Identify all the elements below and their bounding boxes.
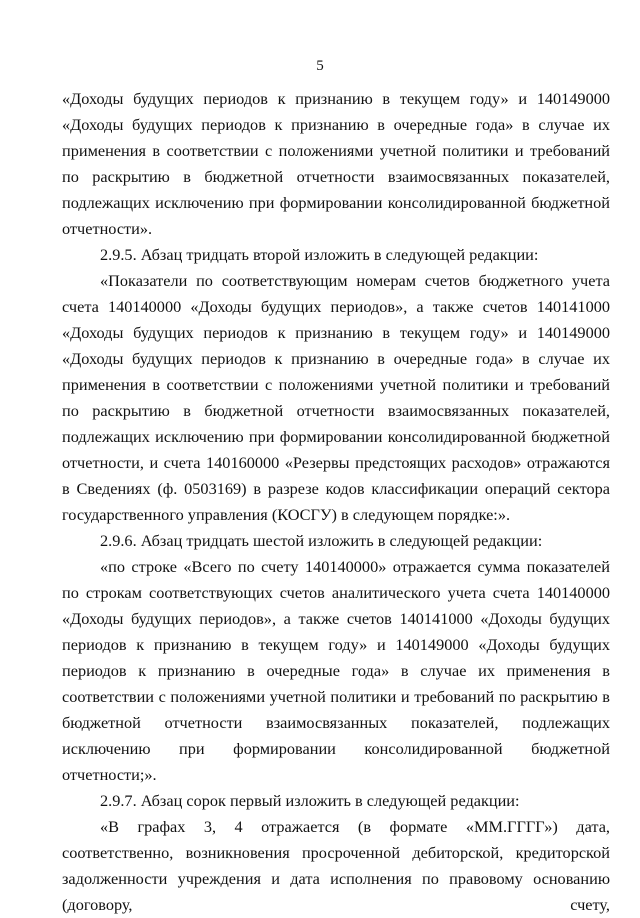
paragraph-2-9-6-text: «по строке «Всего по счету 140140000» отражается сумма показателей по строкам соответствующих счетов аналитического учета счета 140140000 «Доходы будущих периодов», а также счетов 140141000 «Доходы будущих периодов к признанию в текущем году» и 140149000 «Доходы будущих периодов к признанию в очередные года» в случае их применения в соответствии с положениями учетной политики и требований по раскрытию в бюджетной отчетности взаимосвязанных показателей, подлежащих исключению при формировании консолидированной бюджетной отчетности;». xyxy=(62,557,610,784)
page-number: 5 xyxy=(316,58,324,74)
paragraph-2-9-7-heading: 2.9.7. Абзац сорок первый изложить в следующей редакции: xyxy=(100,791,520,810)
paragraph-2-9-5-heading: 2.9.5. Абзац тридцать второй изложить в следующей редакции: xyxy=(100,245,539,264)
document-body xyxy=(62,86,610,918)
paragraph-2-9-6-heading: 2.9.6. Абзац тридцать шестой изложить в следующей редакции: xyxy=(100,531,543,550)
paragraph-2-9-5-text: «Показатели по соответствующим номерам счетов бюджетного учета счета 140140000 «Доходы будущих периодов», а также счетов 140141000 «Доходы будущих периодов к признанию в текущем году» и 140149000 «Доходы будущих периодов к признанию в очередные года» в случае их применения в соответствии с положениями учетной политики и требований по раскрытию в бюджетной отчетности взаимосвязанных показателей, подлежащих исключению при формировании консолидированной бюджетной отчетности, и счета 140160000 «Резервы предстоящих расходов» отражаются в Сведениях (ф. 0503169) в разрезе кодов классификации операций сектора государственного управления (КОСГУ) в следующем порядке:». xyxy=(62,271,610,524)
paragraph-continuation: «Доходы будущих периодов к признанию в текущем году» и 140149000 «Доходы будущих периодов к признанию в очередные года» в случае их применения в соответствии с положениями учетной политики и требований по раскрытию в бюджетной отчетности взаимосвязанных показателей, подлежащих исключению при формировании консолидированной бюджетной отчетности». xyxy=(62,89,610,238)
paragraph-2-9-7-text: «В графах 3, 4 отражается (в формате «ММ.ГГГГ») дата, соответственно, возникновения просроченной дебиторской, кредиторской задолженности учреждения и дата исполнения по правовому основанию (договору, счету, xyxy=(62,817,610,914)
